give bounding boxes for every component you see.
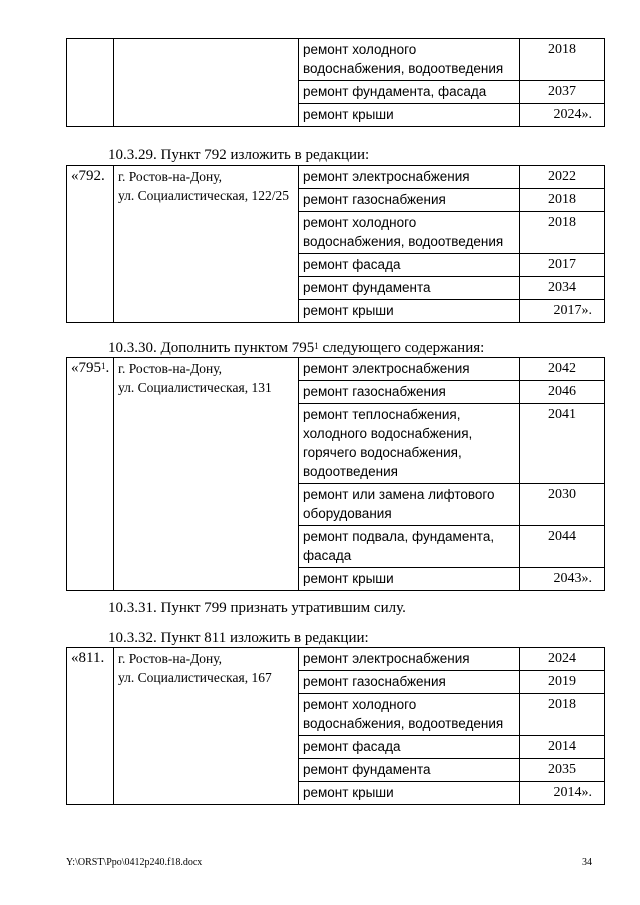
work-cell: ремонт или замена лифтового оборудования [299,484,520,526]
address-city: г. Ростов-на-Дону, [118,169,223,184]
year-cell: 2024». [520,104,605,127]
year-cell: 2018 [520,694,605,736]
work-cell: ремонт крыши [299,104,520,127]
year-cell: 2042 [520,358,605,381]
paragraph-text: 10.3.30. Дополнить пунктом 795 [108,340,315,356]
year-cell: 2044 [520,526,605,568]
table-item-795-1 [66,357,605,591]
paragraph-10-3-29: 10.3.29. Пункт 792 изложить в редакции: [108,147,370,163]
item-number [71,360,109,376]
footer-file-path: Y:\ORST\Ppo\0412p240.f18.docx [66,857,203,868]
year-cell: 2017 [520,254,605,277]
year-cell: 2014». [520,782,605,805]
work-cell: ремонт фасада [299,254,520,277]
work-cell: ремонт холодного водоснабжения, водоотведения [299,39,520,81]
year-cell: 2024 [520,648,605,671]
work-cell: ремонт электроснабжения [299,166,520,189]
work-cell: ремонт крыши [299,782,520,805]
work-cell: ремонт подвала, фундамента, фасада [299,526,520,568]
year-cell: 2037 [520,81,605,104]
address-cell [114,166,299,323]
year-cell: 2041 [520,404,605,484]
superscript: 1 [101,361,106,371]
superscript: 1 [314,341,319,351]
work-cell: ремонт теплоснабжения, холодного водоснабжения, горячего водоснабжения, водоотведения [299,404,520,484]
address-street: ул. Социалистическая, 131 [118,380,272,395]
work-cell: ремонт электроснабжения [299,358,520,381]
year-cell: 2017». [520,300,605,323]
address-street: ул. Социалистическая, 167 [118,670,272,685]
footer-page-number: 34 [582,857,592,868]
work-cell: ремонт электроснабжения [299,648,520,671]
item-number: «811. [71,650,105,666]
work-cell: ремонт газоснабжения [299,671,520,694]
table-row [67,166,605,189]
paragraph-10-3-30 [108,339,484,357]
work-cell: ремонт фундамента [299,759,520,782]
work-cell: ремонт фундамента [299,277,520,300]
work-cell: ремонт фасада [299,736,520,759]
year-cell: 2018 [520,212,605,254]
work-cell: ремонт фундамента, фасада [299,81,520,104]
paragraph-text-tail: следующего содержания: [318,340,485,356]
year-cell: 2018 [520,39,605,81]
item-number-cell [67,166,114,323]
table-item-792 [66,165,605,323]
work-cell: ремонт холодного водоснабжения, водоотведения [299,212,520,254]
work-cell: ремонт крыши [299,300,520,323]
paragraph-10-3-32: 10.3.32. Пункт 811 изложить в редакции: [108,630,369,646]
work-cell: ремонт газоснабжения [299,381,520,404]
year-cell: 2035 [520,759,605,782]
item-number-text: «795 [71,360,101,376]
address-cell [114,39,299,127]
work-cell: ремонт крыши [299,568,520,591]
table-item-811 [66,647,605,805]
year-cell: 2019 [520,671,605,694]
table-row [67,358,605,381]
table-continuation [66,38,605,127]
year-cell: 2030 [520,484,605,526]
year-cell: 2014 [520,736,605,759]
work-cell: ремонт холодного водоснабжения, водоотведения [299,694,520,736]
item-number-cell [67,39,114,127]
item-number-cell [67,648,114,805]
year-cell: 2046 [520,381,605,404]
item-number-cell [67,358,114,591]
table-row [67,648,605,671]
table-row [67,39,605,81]
year-cell: 2018 [520,189,605,212]
work-cell: ремонт газоснабжения [299,189,520,212]
year-cell: 2022 [520,166,605,189]
item-number: «792. [71,168,105,184]
year-cell: 2043». [520,568,605,591]
address-city: г. Ростов-на-Дону, [118,361,223,376]
paragraph-10-3-31: 10.3.31. Пункт 799 признать утратившим силу. [108,600,406,616]
address-cell [114,648,299,805]
address-cell [114,358,299,591]
item-number-dot: . [105,360,110,376]
address-city: г. Ростов-на-Дону, [118,651,223,666]
address-street: ул. Социалистическая, 122/25 [118,188,289,203]
year-cell: 2034 [520,277,605,300]
